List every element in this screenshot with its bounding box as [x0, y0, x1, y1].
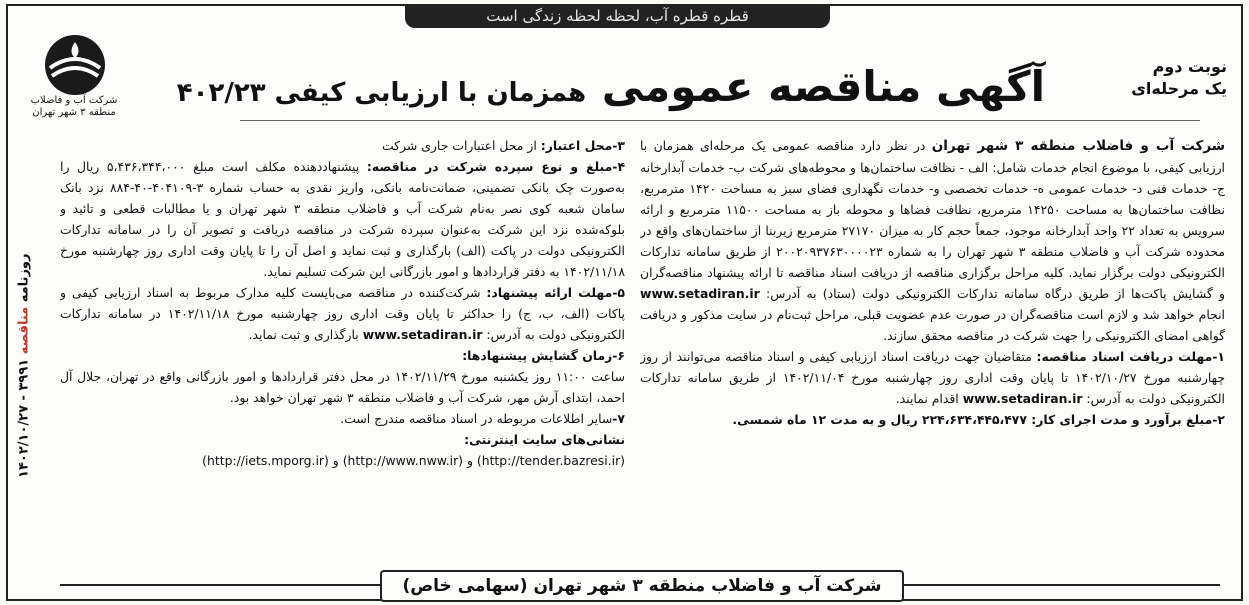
round-label [1131, 56, 1227, 100]
item-2-head: ۲-مبلغ برآورد و مدت اجرای کار: [1031, 412, 1225, 427]
item-5-url: www.setadiran.ir [362, 327, 483, 342]
footer-company-name: شرکت آب و فاضلاب منطقه ۳ شهر تهران (سهامی خاص) [380, 570, 904, 602]
item-5-text2: بارگذاری و ثبت نماید. [248, 327, 363, 342]
title-main: آگهی مناقصه عمومی [601, 62, 1045, 111]
item-1-url: www.setadiran.ir [962, 391, 1083, 406]
side-label-prefix: روزنامه [16, 253, 32, 303]
round-line2: یک مرحله‌ای [1131, 79, 1227, 98]
intro-paragraph [640, 135, 1225, 346]
item-2-text: ۲۲۴،۶۳۴،۴۴۵،۴۷۷ ریال و به مدت ۱۲ ماه شمسی. [732, 412, 1032, 427]
item-1-text: متقاضیان جهت دریافت اسناد ارزیابی کیفی و اسناد مناقصه می‌توانند از روز چهارشنبه مورخ ۱۴۰۲/۱۰/۲۷ تا پایان وقت اداری روز چهارشنبه مورخ ۱۴۰۲/۱۱/۰۴ از طریق سامانه تدارکات الکترونیکی دولت به آدرس: [640, 349, 1225, 406]
slogan-banner: قطره قطره آب، لحظه لحظه زندگی است [405, 4, 830, 28]
item-7 [60, 408, 625, 429]
newspaper-side-label [16, 253, 32, 478]
item-5-text: شرکت‌کننده در مناقصه می‌بایست کلیه مدارک مربوط به اسناد ارزیابی کیفی و پاکات (الف، ب، ج) را حداکثر تا پایان وقت اداری روز چهارشنبه مورخ ۱۴۰۲/۱۱/۱۸ در سامانه تدارکات الکترونیکی دولت به آدرس: [60, 285, 625, 342]
item-1-head: ۱-مهلت دریافت اسناد مناقصه: [1036, 349, 1225, 364]
item-5-head: ۵-مهلت ارائه پیشنهاد: [486, 285, 625, 300]
logo-caption-line2: منطقه ۳ شهر تهران [32, 107, 116, 118]
item-6 [60, 345, 625, 408]
item-6-text: ساعت ۱۱:۰۰ روز یکشنبه مورخ ۱۴۰۲/۱۱/۲۹ در محل دفتر قراردادها و امور بازرگانی واقع در تهران، جلال آل احمد، ابتدای آرش مهر، شرکت آب و فاضلاب منطقه ۳ شهر تهران خواهد بود. [60, 369, 625, 405]
intro-company: شرکت آب و فاضلاب منطقه ۳ شهر تهران [931, 138, 1225, 154]
left-text-column [60, 135, 625, 565]
item-3-text: از محل اعتبارات جاری شرکت [382, 138, 541, 153]
logo-caption-line1: شرکت آب و فاضلاب [30, 95, 118, 106]
header-divider [240, 120, 1200, 121]
item-4-head: ۴-مبلغ و نوع سپرده شرکت در مناقصه: [366, 159, 625, 174]
item-6-head: ۶-زمان گشایش پیشنهادها: [462, 348, 625, 363]
websites-list: (http://iets.mporg.ir) و (http://www.nww.ir) و (http://tender.bazresi.ir) [202, 453, 625, 468]
water-drop-logo-icon [30, 30, 120, 100]
logo-caption [14, 95, 134, 119]
item-4-text: پیشنهاددهنده مکلف است مبلغ ۵،۴۳۶،۳۴۴،۰۰۰ ریال را به‌صورت چک بانکی تضمینی، ضمانت‌نامه بانکی، واریز نقدی به حساب شماره ۳-۴۰۴۱۰۹-۴۰-۸۸۴ نزد بانک سامان شعبه کوی نصر به‌نام شرکت آب و فاضلاب منطقه ۳ شهر تهران و یا مطالبات قطعی و تائید و بلوکه‌شده نزد این شرکت به‌عنوان سپرده شرکت در مناقصه دریافت و تصویر آن را در سامانه تدارکات الکترونیکی دولت در پاکت (الف) بارگذاری و ثبت نماید و اصل آن را تا پایان وقت اداری روز چهارشنبه مورخ ۱۴۰۲/۱۱/۱۸ به دفتر قراردادها و امور بازرگانی این شرکت تسلیم نماید. [60, 159, 625, 279]
intro-text2: انجام خواهد شد و لازم است مناقصه‌گران در صورت عدم عضویت قبلی، مراحل ثبت‌نام در سایت مذکور و دریافت گواهی امضای الکترونیکی را جهت شرکت در مناقصه محقق سازند. [640, 307, 1225, 343]
websites [60, 429, 625, 471]
item-1 [640, 346, 1225, 409]
side-label-brand: مناقصه [16, 306, 32, 355]
title-sub: همزمان با ارزیابی کیفی ۴۰۲/۲۳ [176, 78, 587, 108]
item-2 [640, 409, 1225, 430]
item-4 [60, 156, 625, 282]
right-text-column [640, 135, 1225, 565]
item-7-head: ۷- [612, 411, 625, 426]
item-7-text: سایر اطلاعات مربوطه در اسناد مناقصه مندرج است. [340, 411, 613, 426]
notice-title [176, 62, 1045, 111]
side-label-issue: ۳۹۹۱ - ۱۴۰۲/۱۰/۲۷ [16, 358, 32, 478]
item-3 [60, 135, 625, 156]
intro-text: در نظر دارد مناقصه عمومی یک مرحله‌ای همزمان با ارزیابی کیفی، با موضوع انجام خدمات شامل: الف - نظافت ساختمان‌ها و محوطه‌های شرکت ب- خدمات آبدارخانه ج- خدمات فنی د- خدمات عمومی ه- خدمات تخصصی و- خدمات نگهداری فضای سبز به مساحت ۱۴۲۰ مترمربع، نظافت ساختمان‌ها به مساحت ۱۴۲۵۰ مترمربع، نظافت فضاها و محوطه باز به مساحت ۱۱۵۰۰ مترمربع و ارائه سرویس به تعداد ۲۲ واحد آبدارخانه موجود، جمعاً حجم کار به میزان ۲۷۱۷۰ مترمربع زیربنا از ساختمان‌های واقع در محدوده شرکت آب و فاضلاب منطقه ۳ شهر تهران را به شماره ۲۰۰۲۰۹۳۷۶۳۰۰۰۰۲۳ از طریق سامانه تدارکات الکترونیکی دولت برگزار نماید. کلیه مراحل برگزاری مناقصه از دریافت اسناد مناقصه تا ارائه پیشنهاد مناقصه‌گران و گشایش پاکت‌ها از طریق درگاه سامانه تدارکات الکترونیکی دولت (ستاد) به آدرس: [640, 138, 1225, 301]
intro-url: www.setadiran.ir [640, 286, 760, 301]
item-5 [60, 282, 625, 345]
item-3-head: ۳-محل اعتبار: [540, 138, 625, 153]
websites-head: نشانی‌های سایت اینترنتی: [464, 432, 625, 447]
round-line1: نوبت دوم [1152, 57, 1227, 76]
item-1-text2: اقدام نمایند. [895, 391, 963, 406]
